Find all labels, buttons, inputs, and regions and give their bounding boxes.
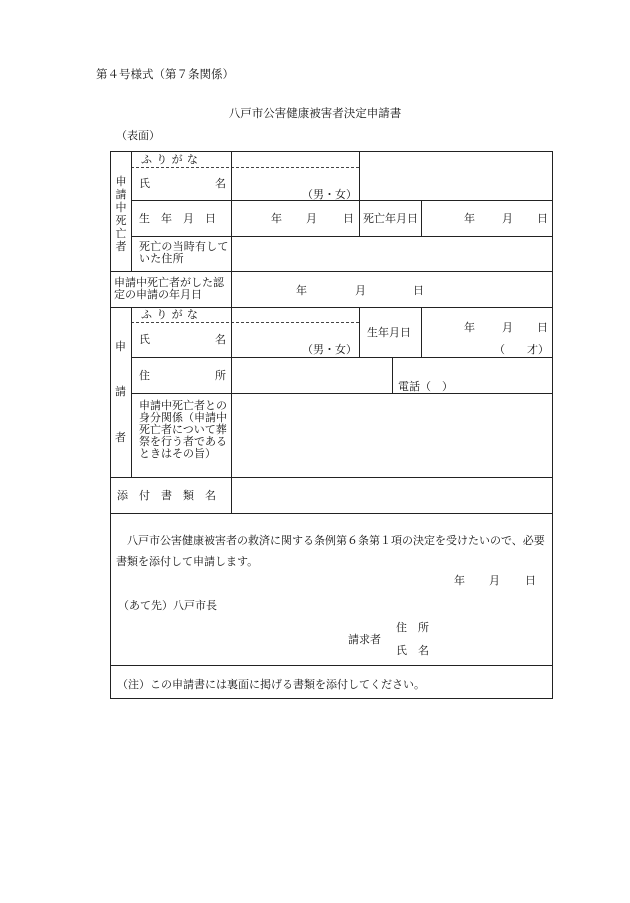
document-title: 八戸市公害健康被害者決定申請書 [228,106,402,120]
footnote: （注）この申請書には裏面に掲げる書類を添付してください。 [117,678,425,691]
col-divider [231,307,232,477]
applicant-phone-label: 電話（ ） [398,380,453,393]
row-divider [110,271,553,272]
applicant-name-label-b: 名 [215,333,226,346]
applicant-age: （ 才） [494,343,549,356]
applicant-address-label-b: 所 [215,369,226,382]
applicant-relation-label: 申請中死亡者との身分関係（申請中死亡者について葬祭を行う者であるときはその旨） [139,399,227,461]
applicant-birth-day: 日 [537,321,548,334]
requester-name-label: 氏 名 [396,644,429,657]
applicant-birth-label: 生年月日 [367,326,411,339]
col-divider [392,357,393,393]
row-divider [110,477,553,478]
death-day: 日 [537,212,548,225]
applicant-gender: （男・女） [302,343,357,356]
birth-year: 年 [271,212,282,225]
birth-month: 月 [306,212,317,225]
deceased-gender: （男・女） [302,188,357,201]
row-divider [110,513,553,514]
col-divider [359,307,360,357]
row-divider [131,393,553,394]
col-divider [131,307,132,477]
cert-month: 月 [355,284,366,297]
col-divider [231,151,232,271]
col-divider [359,151,360,236]
form-number: 第４号様式（第７条関係） [96,67,234,81]
requester-address-label: 住 所 [396,621,429,634]
signature-day: 日 [525,574,536,587]
addressee: （あて先）八戸市長 [118,599,217,612]
applicant-address-label-a: 住 [139,369,150,382]
deceased-name-label-b: 名 [215,177,226,190]
furigana-divider-deceased [131,167,359,168]
col-divider [131,151,132,271]
deceased-furigana-label: ふ り が な [141,153,199,166]
applicant-group-char-2: 請 [115,385,126,398]
applicant-group-char-1: 申 [115,340,126,353]
requester-label: 請求者 [348,633,381,646]
col-divider [231,271,232,307]
signature-year: 年 [454,574,465,587]
applicant-birth-month: 月 [502,321,513,334]
col-divider [421,200,422,236]
death-date-label: 死亡年月日 [363,212,418,225]
deceased-birth-label: 生 年 月 日 [139,212,216,225]
signature-month: 月 [489,574,500,587]
row-divider [131,357,553,358]
row-divider [131,236,553,237]
applicant-furigana-label: ふ り が な [141,308,199,321]
certification-date-label: 申請中死亡者がした認定の申請の年月日 [114,276,224,302]
row-divider [110,665,553,666]
applicant-group-char-3: 者 [115,431,126,444]
col-divider [231,477,232,513]
side-label: （表面） [116,129,160,142]
furigana-divider-applicant [131,322,359,323]
cert-year: 年 [296,284,307,297]
col-divider [421,307,422,357]
deceased-name-label-a: 氏 [139,177,150,190]
applicant-name-label-a: 氏 [139,333,150,346]
declaration-clause: 八戸市公害健康被害者の救済に関する条例第６条第１項の決定を受けたいので、必要書類を添付して申請します。 [116,534,545,568]
deceased-address-label: 死亡の当時有していた住所 [139,240,229,266]
death-year: 年 [464,212,475,225]
applicant-birth-year: 年 [464,321,475,334]
deceased-group-label: 申 請 中 死 亡 者 [115,175,127,253]
birth-day: 日 [343,212,354,225]
attachments-label: 添 付 書 類 名 [117,489,216,502]
cert-day: 日 [413,284,424,297]
death-month: 月 [502,212,513,225]
